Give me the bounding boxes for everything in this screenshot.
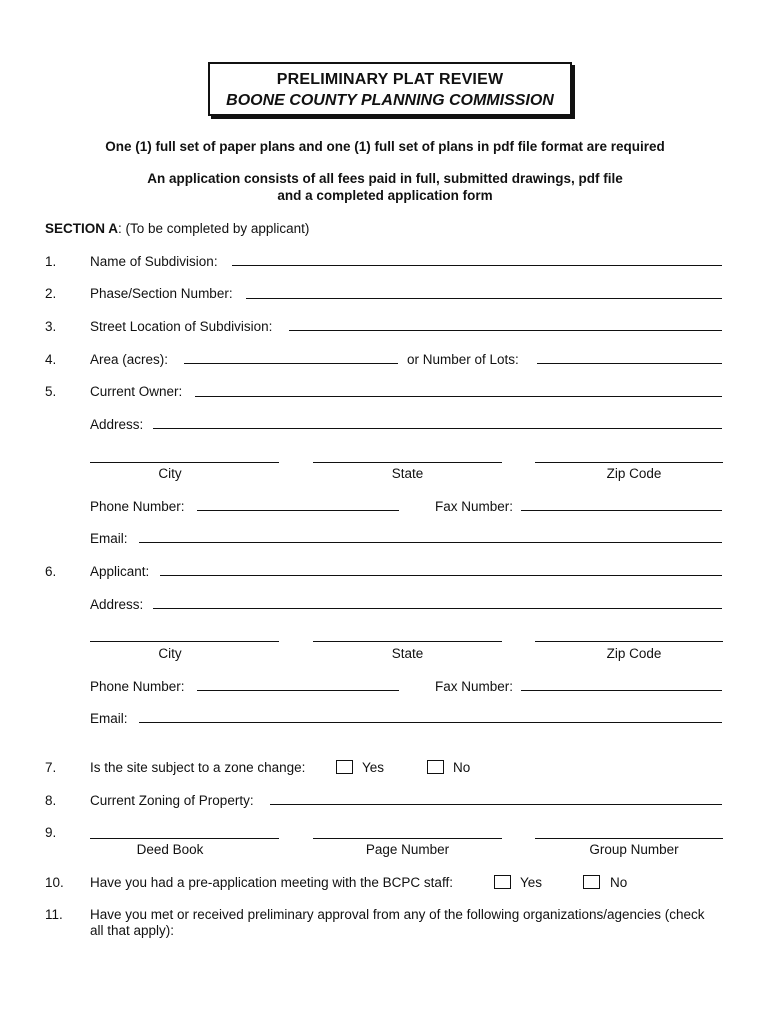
applicant-state-field[interactable]	[313, 641, 502, 642]
deed-book-field[interactable]	[90, 838, 279, 839]
owner-fax-label: Fax Number:	[435, 499, 514, 514]
number-of-lots-label: or Number of Lots:	[407, 352, 519, 367]
owner-zip-field[interactable]	[535, 462, 723, 463]
item-number-1: 1.	[45, 254, 57, 269]
applicant-zip-field[interactable]	[535, 641, 723, 642]
pre-application-no-label: No	[610, 875, 628, 890]
page-number-field[interactable]	[313, 838, 502, 839]
item-number-6: 6.	[45, 564, 57, 579]
group-number-caption: Group Number	[589, 842, 679, 857]
zone-change-no-label: No	[453, 760, 471, 775]
owner-phone-field[interactable]	[197, 510, 399, 511]
pre-application-no-checkbox[interactable]	[583, 875, 600, 889]
applicant-zip-caption: Zip Code	[606, 646, 662, 661]
section-a-description: : (To be completed by applicant)	[118, 221, 310, 236]
item-number-2: 2.	[45, 286, 57, 301]
street-location-label: Street Location of Subdivision:	[90, 319, 273, 334]
phase-section-label: Phase/Section Number:	[90, 286, 233, 301]
group-number-field[interactable]	[535, 838, 723, 839]
item-number-5: 5.	[45, 384, 57, 399]
note-application-line2: and a completed application form	[277, 188, 493, 203]
applicant-address-field[interactable]	[153, 608, 722, 609]
title-box	[208, 62, 572, 116]
owner-fax-field[interactable]	[521, 510, 722, 511]
form-title: PRELIMINARY PLAT REVIEW	[276, 71, 504, 88]
form-subtitle: BOONE COUNTY PLANNING COMMISSION	[226, 92, 554, 109]
subdivision-name-label: Name of Subdivision:	[90, 254, 218, 269]
owner-phone-label: Phone Number:	[90, 499, 185, 514]
street-location-field[interactable]	[289, 330, 722, 331]
zone-change-no-checkbox[interactable]	[427, 760, 444, 774]
applicant-label: Applicant:	[90, 564, 150, 579]
current-owner-label: Current Owner:	[90, 384, 183, 399]
applicant-email-field[interactable]	[139, 722, 722, 723]
current-zoning-field[interactable]	[270, 804, 722, 805]
applicant-field[interactable]	[160, 575, 722, 576]
owner-address-label: Address:	[90, 417, 144, 432]
pre-application-yes-checkbox[interactable]	[494, 875, 511, 889]
applicant-address-label: Address:	[90, 597, 144, 612]
item-number-9: 9.	[45, 825, 57, 840]
applicant-fax-label: Fax Number:	[435, 679, 514, 694]
owner-email-field[interactable]	[139, 542, 722, 543]
current-zoning-label: Current Zoning of Property:	[90, 793, 254, 808]
applicant-state-caption: State	[391, 646, 424, 661]
section-a-heading	[45, 221, 309, 236]
applicant-city-field[interactable]	[90, 641, 279, 642]
item-number-7: 7.	[45, 760, 57, 775]
zone-change-label: Is the site subject to a zone change:	[90, 760, 306, 775]
applicant-phone-field[interactable]	[197, 690, 399, 691]
item-number-8: 8.	[45, 793, 57, 808]
owner-state-caption: State	[391, 466, 424, 481]
area-acres-label: Area (acres):	[90, 352, 169, 367]
pre-application-yes-label: Yes	[520, 875, 543, 890]
owner-city-caption: City	[158, 466, 182, 481]
applicant-email-label: Email:	[90, 711, 128, 726]
agency-approval-label-line2: all that apply):	[90, 923, 175, 938]
owner-state-field[interactable]	[313, 462, 502, 463]
owner-address-field[interactable]	[153, 428, 722, 429]
owner-email-label: Email:	[90, 531, 128, 546]
item-number-3: 3.	[45, 319, 57, 334]
pre-application-label: Have you had a pre-application meeting with the BCPC staff:	[90, 875, 453, 890]
page-number-caption: Page Number	[365, 842, 450, 857]
applicant-phone-label: Phone Number:	[90, 679, 185, 694]
note-plans-required: One (1) full set of paper plans and one (1) full set of plans in pdf file format are required	[105, 139, 665, 154]
note-application-line1: An application consists of all fees paid in full, submitted drawings, pdf file	[147, 171, 623, 186]
area-acres-field[interactable]	[184, 363, 398, 364]
applicant-city-caption: City	[158, 646, 182, 661]
item-number-11: 11.	[45, 907, 63, 922]
zone-change-yes-checkbox[interactable]	[336, 760, 353, 774]
applicant-fax-field[interactable]	[521, 690, 722, 691]
zone-change-yes-label: Yes	[362, 760, 385, 775]
subdivision-name-field[interactable]	[232, 265, 722, 266]
agency-approval-label-line1: Have you met or received preliminary approval from any of the following organizations/agencies (check	[90, 907, 705, 922]
owner-city-field[interactable]	[90, 462, 279, 463]
number-of-lots-field[interactable]	[537, 363, 722, 364]
deed-book-caption: Deed Book	[136, 842, 204, 857]
section-a-label: SECTION A	[45, 221, 119, 236]
item-number-4: 4.	[45, 352, 57, 367]
current-owner-field[interactable]	[195, 396, 722, 397]
owner-zip-caption: Zip Code	[606, 466, 662, 481]
item-number-10: 10.	[45, 875, 64, 890]
phase-section-field[interactable]	[246, 298, 722, 299]
